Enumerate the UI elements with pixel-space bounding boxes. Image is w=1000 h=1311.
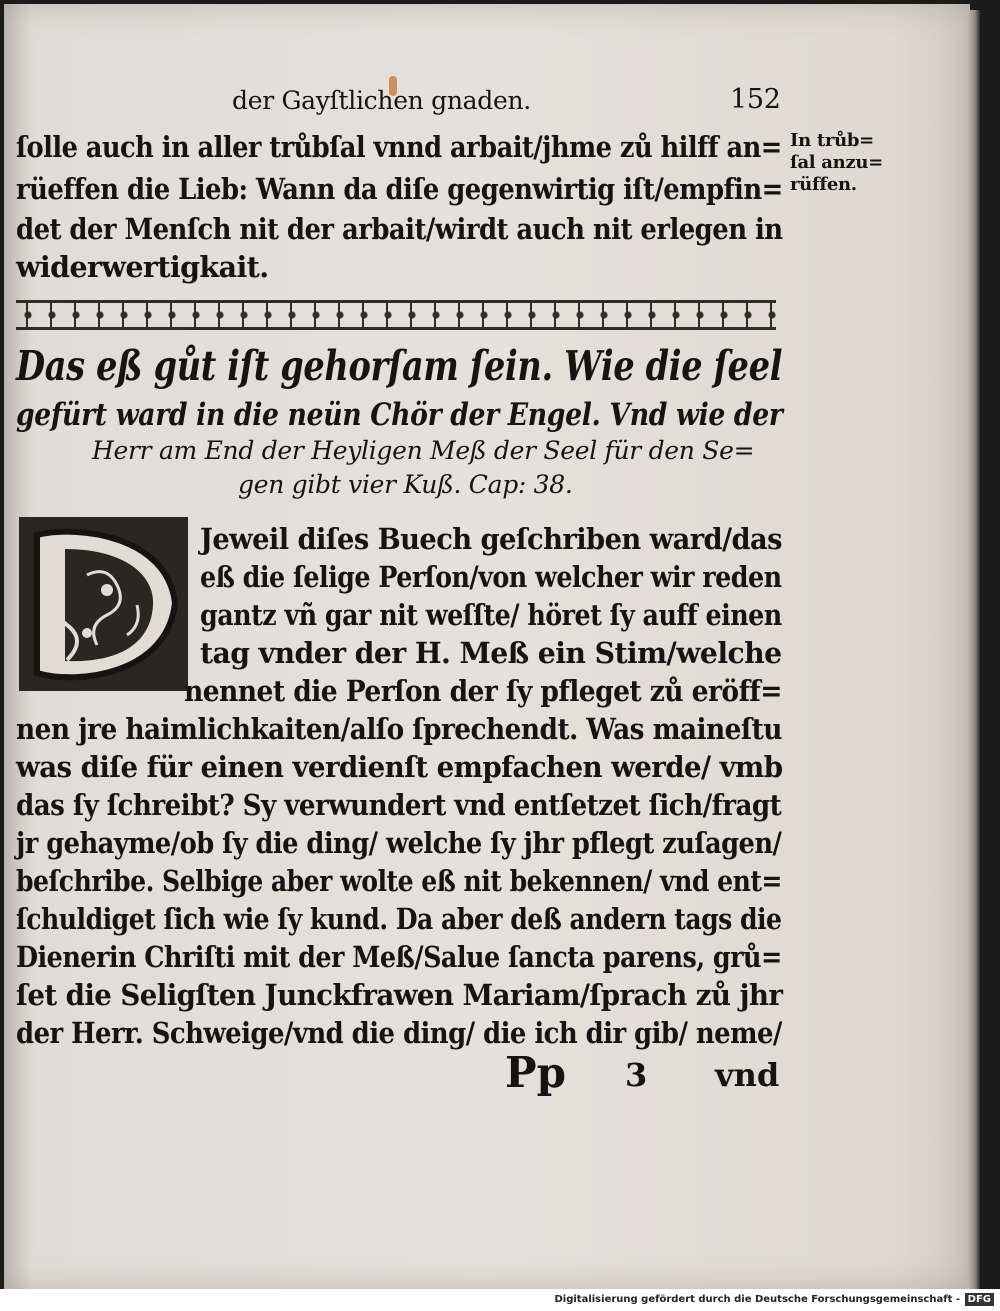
text-line: tag vnder der H. Meß ein Stim/welche — [200, 636, 782, 670]
text-line: widerwertigkait. — [16, 250, 269, 284]
text-line: gantz vñ gar nit weſſte/ höret ſy auff einen — [200, 598, 782, 632]
text-line: rüeffen die Lieb: Wann da diſe gegenwirtig iſt/empfin= — [16, 172, 783, 206]
ornamental-divider — [16, 300, 776, 330]
text-line: ſchuldiget ſich wie ſy kund. Da aber deß andern tags die — [16, 902, 782, 936]
text-line: das ſy ſchreibt? Sy verwundert vnd entſetzet ſich/fragt — [16, 788, 782, 822]
text-line: det der Menſch nit der arbait/wirdt auch nit erlegen in — [16, 212, 783, 246]
decorated-initial-d-icon — [17, 515, 190, 693]
chapter-heading-line: Das eß gůt iſt gehorſam ſein. Wie die ſeel — [16, 342, 783, 390]
page-edge — [968, 10, 980, 1289]
page-number: 152 — [730, 84, 781, 115]
text-line: beſchribe. Selbige aber wolte eß nit bekennen/ vnd ent= — [16, 864, 782, 898]
text-line: Jeweil diſes Buech geſchriben ward/das — [200, 522, 782, 556]
digitization-credit: Digitalisierung gefördert durch die Deutsche Forschungsgemeinschaft - — [554, 1294, 960, 1305]
margin-note-line: ſal anzu= — [790, 152, 883, 173]
text-line: eß die ſelige Perſon/von welcher wir reden — [200, 560, 782, 594]
signature-mark: Pp — [505, 1048, 566, 1097]
chapter-heading-line: gen gibt vier Kuß. Cap: 38. — [238, 470, 573, 499]
dfg-logo: DFG — [965, 1293, 994, 1306]
catchword: vnd — [715, 1056, 780, 1094]
text-line: Dienerin Chriſti mit der Meß/Salue ſancta parens, grů= — [16, 940, 782, 974]
text-line: der Herr. Schweige/vnd die ding/ die ich dir gib/ neme/ — [16, 1016, 782, 1050]
margin-note-line: rüffen. — [790, 174, 857, 195]
chapter-heading-line: gefürt ward in die neün Chör der Engel. Vnd wie der — [16, 397, 783, 433]
text-line: jr gehayme/ob ſy die ding/ welche ſy jhr pflegt zuſagen/ — [16, 826, 782, 860]
chapter-heading-line: Herr am End der Heyligen Meß der Seel für den Se= — [92, 436, 755, 465]
signature-number: 3 — [625, 1056, 648, 1094]
text-line: ſolle auch in aller trůbſal vnnd arbait/jhme zů hilff an= — [16, 130, 782, 164]
text-line: ſet die Seligſten Junckfrawen Mariam/ſprach zů jhr — [16, 978, 783, 1012]
text-line: nennet die Perſon der ſy pfleget zů eröff= — [184, 674, 782, 708]
margin-note-line: In trůb= — [790, 130, 874, 151]
text-line: was diſe für einen verdienſt empfachen werde/ vmb — [16, 750, 783, 784]
text-line: nen jre haimlichkaiten/alſo ſprechendt. Was maineſtu — [16, 712, 782, 746]
running-head: der Gayſtlichen gnaden. — [232, 86, 531, 115]
